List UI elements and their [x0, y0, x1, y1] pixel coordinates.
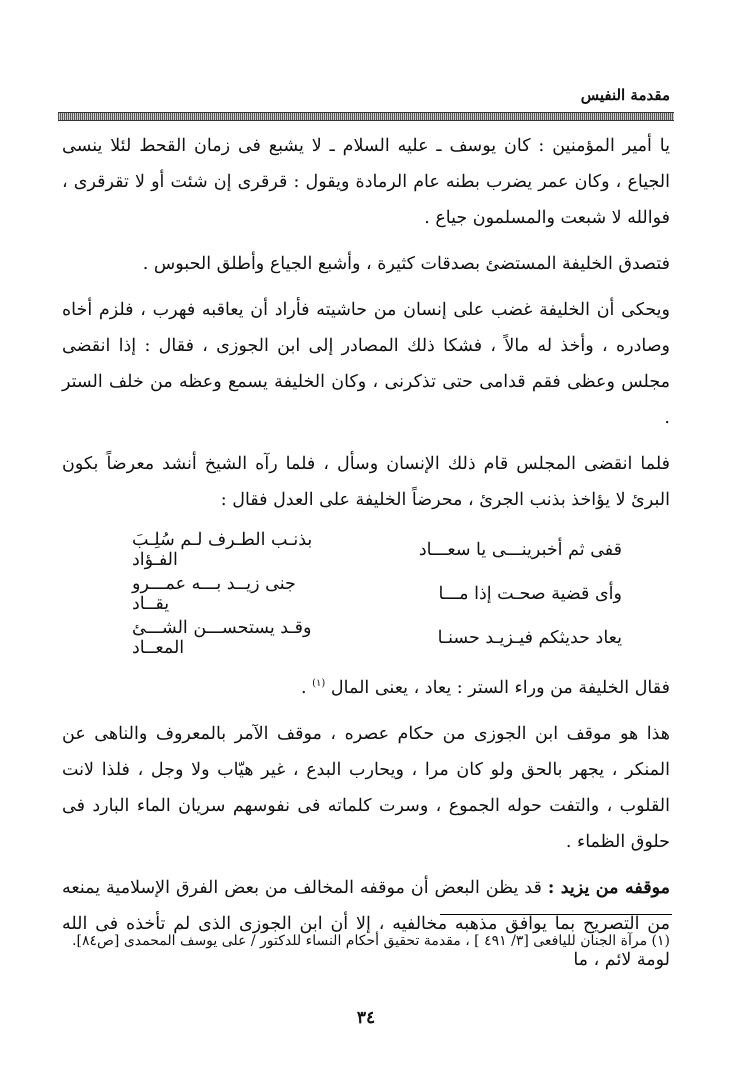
paragraph-5: هذا هو موقف ابن الجوزى من حكام عصره ، موقف الآمر بالمعروف والناهى عن المنكر ، يجهر بالحق ولو كان مرا ، ويحارب البدع ، غير هيّاب ولا وجل ، فلذا لانت القلوب ، والتفت حوله الجموع ، وسرت كلماته فى نفوسهم سريان الماء البارد فى حلوق الظماء . — [62, 724, 670, 852]
paragraph-2: فتصدق الخليفة المستضئ بصدقات كثيرة ، وأشبع الجياع وأطلق الحبوس . — [142, 254, 670, 274]
poem-verse-3 — [62, 616, 670, 660]
after-poem-tail: . — [301, 678, 313, 698]
verse-second-hemistich: بذنـب الطـرف لـم سُلِـبَ الفـؤاد — [132, 530, 313, 570]
paragraph-4: فلما انقضى المجلس قام ذلك الإنسان وسأل ، فلما رآه الشيخ أنشد معرضاً بكون البرئ لا يؤاخذ بذنب الجرئ ، محرضاً الخليفة على العدل فقال : — [62, 454, 670, 510]
paragraph-1: يا أمير المؤمنين : كان يوسف ـ عليه السلام ـ لا يشبع فى زمان القحط لئلا ينسى الجياع ، وكان عمر يضرب بطنه عام الرمادة ويقول : قرقرى إن شئت أو لا تقرقرى ، فوالله لا شبعت والمسلمون جياع . — [62, 136, 670, 228]
header-divider — [58, 112, 674, 121]
paragraph-3: ويحكى أن الخليفة غضب على إنسان من حاشيته فأراد أن يعاقبه فهرب ، فلزم أخاه وصادره ، وأخذ له مالاً ، فشكا ذلك المصادر إلى ابن الجوزى ، فقال : إذا انقضى مجلس وعظى فقم قدامى حتى تذكرنى ، وكان الخليفة يسمع وعظه من خلف الستر . — [62, 300, 670, 428]
paragraph-6 — [62, 870, 670, 978]
poem — [62, 528, 670, 660]
main-text — [62, 128, 670, 988]
verse-first-hemistich: وأى قضية صحـت إذا مـــا — [438, 584, 622, 604]
verse-first-hemistich: قفى ثم أخبرينـــى يا سعـــاد — [418, 540, 622, 560]
paragraph-6-text: قد يظن البعض أن موقفه المخالف من بعض الفرق الإسلامية يمنعه من التصريح بما يوافق مذهبه مخالفيه ، إلا أن ابن الجوزى الذى لم تأخذه فى الله لومة لائم ، ما — [62, 878, 670, 970]
verse-second-hemistich: جنى زيــد بـــه عمـــرو يقــاد — [132, 574, 296, 614]
poem-verse-1 — [62, 528, 670, 572]
footnotes — [62, 926, 670, 956]
after-poem-text: فقال الخليفة من وراء الستر : يعاد ، يعنى المال — [330, 678, 670, 698]
poem-verse-2 — [62, 572, 670, 616]
page-number: ٣٤ — [356, 1008, 376, 1028]
running-header-title: مقدمة النفيس — [580, 86, 670, 104]
footnote-reference[interactable]: (١) — [312, 678, 326, 690]
paragraph-lead-heading: موقفه من يزيد : — [547, 878, 670, 898]
footnote-1: (١) مرآة الجنان لليافعى [٣/ ٤٩١ ] ، مقدمة تحقيق أحكام النساء للدكتور / على يوسف المحمدى [ص٨٤]. — [72, 933, 670, 949]
verse-first-hemistich: يعاد حديثكم فيـزيـد حسنـا — [437, 628, 622, 648]
verse-second-hemistich: وقـد يستحســـن الشـــئ المعــاد — [132, 618, 312, 658]
paragraph-after-poem — [62, 670, 670, 706]
footnote-divider — [440, 914, 672, 915]
